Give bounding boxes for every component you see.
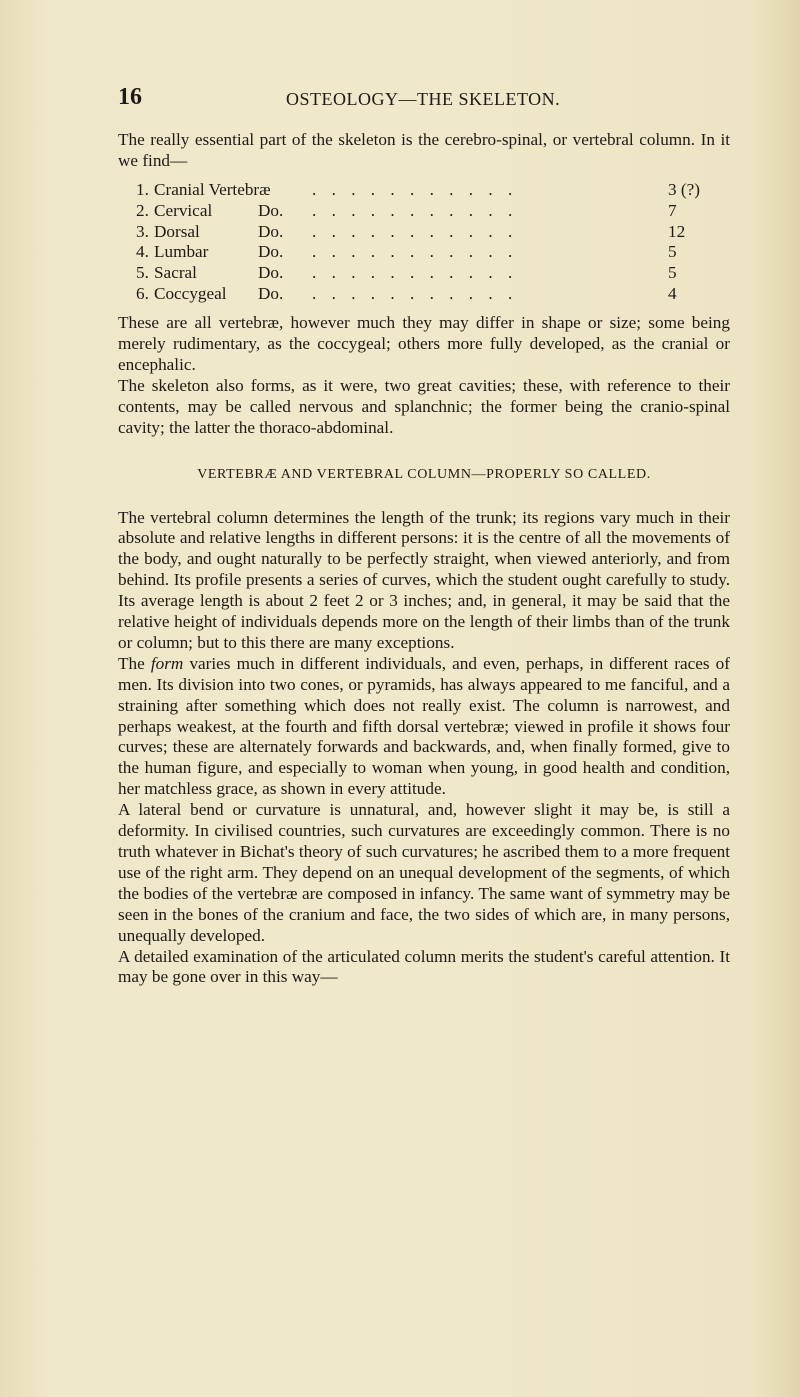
page-number: 16 <box>118 84 142 110</box>
paragraph: These are all vertebræ, however much they may differ in shape or size; some being merely rudimentary, as the coccygeal; others more fully developed, as the cranial or encephalic. <box>118 313 730 374</box>
list-item-count: 5 <box>668 242 677 262</box>
list-item-number: 3. <box>136 221 149 241</box>
section-heading: VERTEBRÆ AND VERTEBRAL COLUMN—PROPERLY SO CALLED. <box>197 466 651 482</box>
list-item-ditto: Do. <box>258 221 284 241</box>
list-item-count: 12 <box>668 221 686 241</box>
list-item-name: Cranial Vertebræ <box>154 179 271 199</box>
list-item <box>118 201 730 222</box>
italic-term: form <box>150 653 184 673</box>
list-item <box>118 242 730 263</box>
leader-dots: . . . . . . . . . . . <box>312 284 518 304</box>
list-item-count: 4 <box>668 284 677 304</box>
paragraph <box>118 654 730 800</box>
leader-dots: . . . . . . . . . . . <box>312 242 518 262</box>
page-header <box>118 84 738 116</box>
paragraph: The vertebral column determines the length of the trunk; its regions vary much in their absolute and relative lengths in different persons: it is the centre of all the movements of the body, and ought naturally to be perfectly straight, when viewed anteriorly, and from behind. Its profile presents a series of curves, which the student ought carefully to study. Its average length is about 2 feet 2 or 3 inches; and, in general, it may be said that the relative height of individuals depends more on the length of their limbs than of the trunk or column; but to this there are many exceptions. <box>118 507 730 652</box>
list-item-ditto: Do. <box>258 242 284 262</box>
paragraph-rest: varies much in different individuals, and even, perhaps, in different races of men. Its division into two cones, or pyramids, has always appeared to me fanciful, and a straining after something which does not really exist. The column is narrowest, and perhaps weakest, at the fourth and fifth dorsal vertebræ; viewed in profile it shows four curves; these are alternately forwards and backwards, and, when finally formed, give to the human figure, and especially to woman when young, in good health and condition, her matchless grace, as shown in every attitude. <box>118 653 730 799</box>
leader-dots: . . . . . . . . . . . <box>312 200 518 220</box>
list-item-name: Sacral <box>154 263 197 283</box>
list-item-number: 4. <box>136 242 149 262</box>
leader-dots: . . . . . . . . . . . <box>312 221 518 241</box>
leader-dots: . . . . . . . . . . . <box>312 263 518 283</box>
list-item-count: 5 <box>668 263 677 283</box>
list-item-name: Cervical <box>154 200 213 220</box>
list-item-name: Lumbar <box>154 242 209 262</box>
page-body <box>118 130 730 988</box>
paragraph: The skeleton also forms, as it were, two great cavities; these, with reference to their contents, may be called nervous and splanchnic; the former being the cranio-spinal cavity; the latter the thoraco-abdominal. <box>118 375 730 437</box>
vertebrae-list <box>118 180 730 305</box>
list-item-ditto: Do. <box>258 200 284 220</box>
paragraph: A lateral bend or curvature is unnatural, and, however slight it may be, is still a deformity. In civilised countries, such curvatures are exceedingly common. There is no truth whatever in Bichat's theory of such curvatures; he ascribed them to a more frequent use of the right arm. They depend on an unequal development of the segments, of which the bodies of the vertebræ are composed in infancy. The same want of symmetry may be seen in the bones of the cranium and face, the two sides of which are, in many persons, unequally developed. <box>118 800 730 945</box>
leader-dots: . . . . . . . . . . . <box>312 179 518 199</box>
list-item-count: 7 <box>668 200 677 220</box>
list-item-name: Dorsal <box>154 221 200 241</box>
list-item-number: 5. <box>136 263 149 283</box>
list-item-number: 6. <box>136 284 149 304</box>
list-item-number: 1. <box>136 179 149 199</box>
list-item-ditto: Do. <box>258 284 284 304</box>
paragraph: A detailed examination of the articulated column merits the student's careful attention. It may be gone over in this way— <box>118 946 730 987</box>
list-item-number: 2. <box>136 200 149 220</box>
list-item-ditto: Do. <box>258 263 284 283</box>
paragraph-lead: The <box>118 653 151 673</box>
list-item <box>118 222 730 243</box>
intro-paragraph: The really essential part of the skeleton is the cerebro-spinal, or vertebral column. In it we find— <box>118 130 730 170</box>
list-item-count: 3 (?) <box>668 179 700 199</box>
list-item-name: Coccygeal <box>154 284 227 304</box>
running-head: OSTEOLOGY—THE SKELETON. <box>286 89 561 109</box>
list-item <box>118 263 730 284</box>
list-item <box>118 284 730 305</box>
list-item <box>118 180 730 201</box>
